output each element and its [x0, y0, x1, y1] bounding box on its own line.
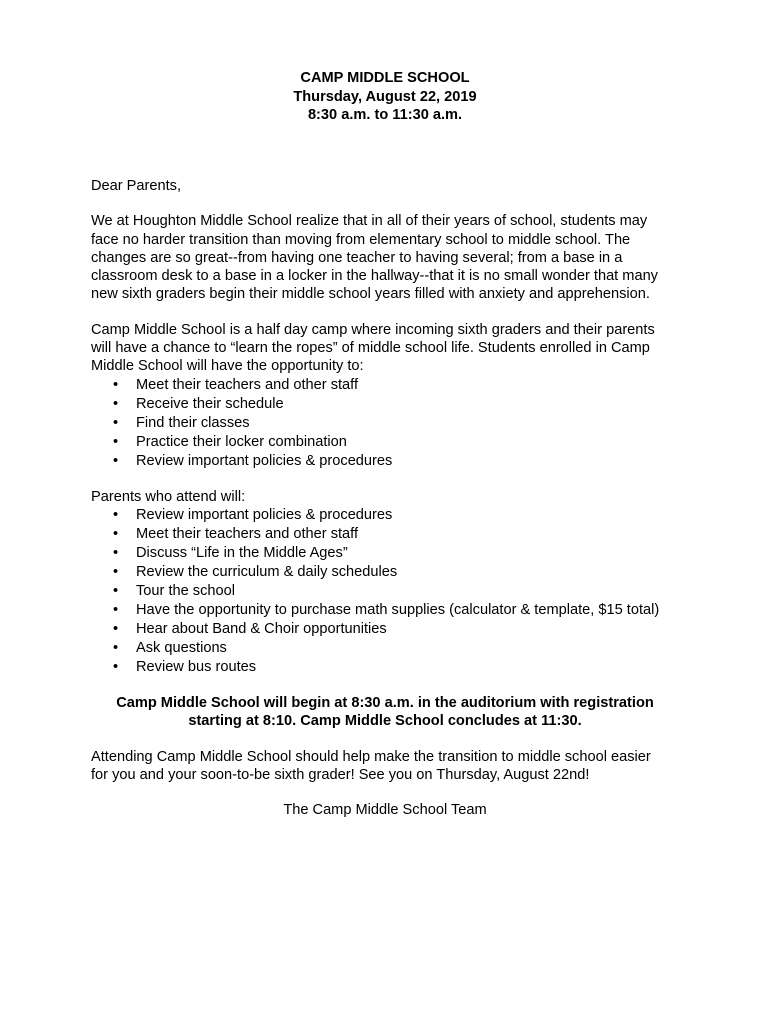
bullet-icon: •	[113, 414, 119, 431]
camp-line: Middle School will have the opportunity to:	[91, 358, 364, 375]
salutation: Dear Parents,	[91, 178, 182, 194]
list-item	[91, 620, 691, 639]
closing-line: Attending Camp Middle School should help make the transition to middle school easier	[91, 748, 651, 765]
intro-paragraph	[91, 212, 691, 303]
closing-paragraph	[91, 748, 691, 785]
list-item	[91, 601, 691, 620]
list-item-text: Meet their teachers and other staff	[136, 376, 359, 393]
camp-paragraph	[91, 321, 691, 376]
header-date: Thursday, August 22, 2019	[293, 88, 477, 105]
intro-line: We at Houghton Middle School realize that in all of their years of school, students may	[91, 213, 648, 230]
intro-line: classroom desk to a base in a locker in the hallway--that it is no small wonder that many	[91, 268, 658, 285]
list-item	[91, 433, 691, 452]
list-item-text: Tour the school	[136, 582, 235, 599]
schedule-line: Camp Middle School will begin at 8:30 a.m. in the auditorium with registration	[116, 694, 654, 711]
list-item	[91, 658, 691, 677]
intro-line: new sixth graders begin their middle school years filled with anxiety and apprehension.	[91, 286, 650, 303]
signoff: The Camp Middle School Team	[283, 802, 487, 819]
list-item	[91, 452, 691, 471]
bullet-icon: •	[113, 658, 119, 675]
parent-activities-list	[91, 506, 691, 677]
bullet-icon: •	[113, 563, 119, 580]
list-item	[91, 395, 691, 414]
list-item	[91, 582, 691, 601]
letter-body	[91, 177, 691, 819]
student-activities-list	[91, 376, 691, 471]
bullet-icon: •	[113, 582, 119, 599]
bullet-icon: •	[113, 544, 119, 561]
list-item-text: Review bus routes	[136, 658, 257, 675]
closing-line: for you and your soon-to-be sixth grader! See you on Thursday, August 22nd!	[91, 766, 590, 783]
list-item-text: Review important policies & procedures	[136, 506, 393, 523]
bullet-icon: •	[113, 601, 119, 618]
schedule-line: starting at 8:10. Camp Middle School concludes at 11:30.	[188, 713, 582, 730]
spacer	[91, 471, 691, 488]
header-time: 8:30 a.m. to 11:30 a.m.	[307, 107, 463, 123]
letter-header	[0, 69, 770, 125]
list-item-text: Review important policies & procedures	[136, 452, 393, 469]
list-item	[91, 414, 691, 433]
list-item-text: Ask questions	[136, 639, 227, 656]
bullet-icon: •	[113, 525, 119, 542]
bullet-icon: •	[113, 433, 119, 450]
list-item	[91, 544, 691, 563]
intro-line: changes are so great--from having one teacher to having several; from a base in a	[91, 249, 623, 266]
list-item-text: Practice their locker combination	[136, 433, 347, 450]
header-title: CAMP MIDDLE SCHOOL	[300, 70, 470, 86]
camp-line: Camp Middle School is a half day camp where incoming sixth graders and their parents	[91, 321, 655, 338]
bullet-icon: •	[113, 452, 119, 469]
list-item-text: Have the opportunity to purchase math supplies (calculator & template, $15 total)	[136, 601, 660, 618]
bullet-icon: •	[113, 506, 119, 523]
spacer	[91, 677, 691, 694]
list-item-text: Discuss “Life in the Middle Ages”	[136, 544, 348, 561]
parents-intro: Parents who attend will:	[91, 488, 246, 505]
bullet-icon: •	[113, 395, 119, 412]
list-item	[91, 506, 691, 525]
bullet-icon: •	[113, 620, 119, 637]
list-item-text: Find their classes	[136, 414, 250, 431]
list-item	[91, 376, 691, 395]
list-item	[91, 525, 691, 544]
list-item-text: Meet their teachers and other staff	[136, 525, 359, 542]
schedule-notice	[91, 694, 679, 731]
list-item	[91, 639, 691, 658]
list-item-text: Review the curriculum & daily schedules	[136, 563, 398, 580]
list-item	[91, 563, 691, 582]
list-item-text: Receive their schedule	[136, 395, 284, 412]
bullet-icon: •	[113, 639, 119, 656]
bullet-icon: •	[113, 376, 119, 393]
camp-line: will have a chance to “learn the ropes” of middle school life. Students enrolled in Camp	[91, 340, 650, 357]
intro-line: face no harder transition than moving from elementary school to middle school. The	[91, 231, 631, 248]
list-item-text: Hear about Band & Choir opportunities	[136, 620, 387, 637]
